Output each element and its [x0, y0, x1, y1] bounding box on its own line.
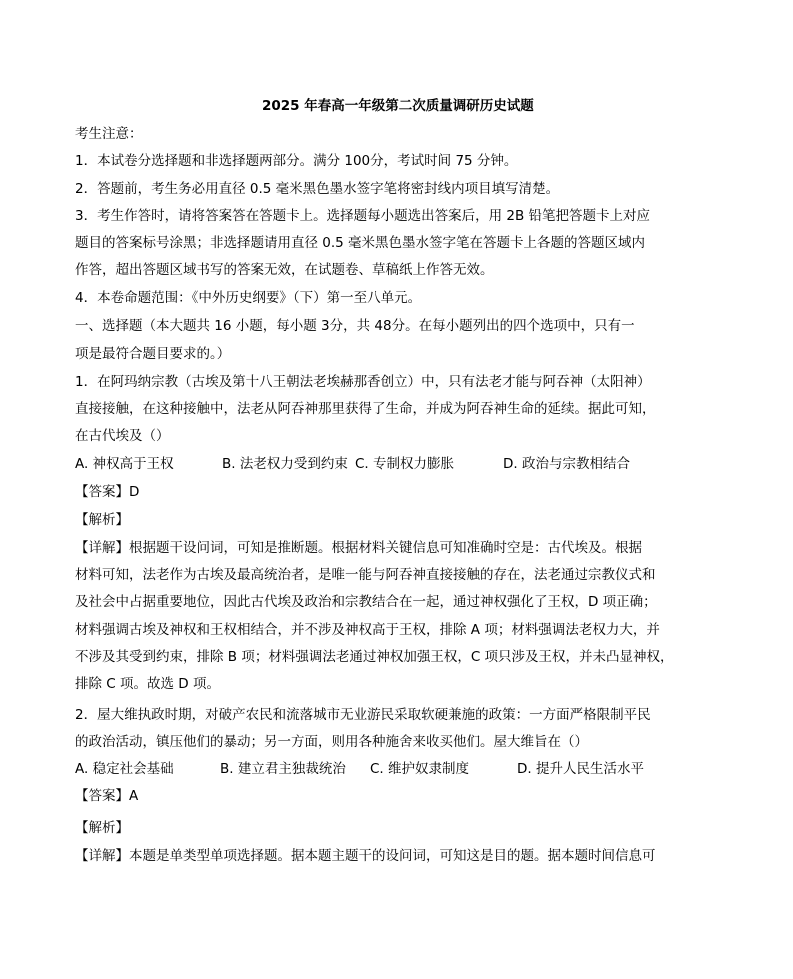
question-2-option-a: A. 稳定社会基础 — [75, 761, 174, 777]
question-1-answer: 【答案】D — [75, 484, 140, 500]
question-1-option-b: B. 法老权力受到约束 — [222, 456, 348, 472]
question-2-analysis-label: 【解析】 — [75, 820, 129, 836]
question-1-stem-line-2: 直接接触，在这种接触中，法老从阿吞神那里获得了生命，并成为阿吞神生命的延续。据此可知， — [75, 401, 656, 417]
question-2-option-c: C. 维护奴隶制度 — [370, 761, 470, 777]
question-1-detail-line-5: 不涉及其受到约束，排除 B 项；材料强调法老通过神权加强王权，C 项只涉及王权，并未凸显神权， — [75, 649, 674, 665]
question-1-detail-line-6: 排除 C 项。故选 D 项。 — [75, 676, 220, 692]
question-1-detail-line-2: 材料可知，法老作为古埃及最高统治者，是唯一能与阿吞神直接接触的存在，法老通过宗教仪式和 — [75, 567, 656, 583]
notice-heading: 考生注意： — [75, 126, 143, 142]
notice-item-4: 4．本卷命题范围：《中外历史纲要》（下）第一至八单元。 — [75, 290, 422, 306]
notice-item-2: 2．答题前，考生务必用直径 0.5 毫米黑色墨水签字笔将密封线内项目填写清楚。 — [75, 181, 560, 197]
question-1-stem-line-1: 1．在阿玛纳宗教（古埃及第十八王朝法老埃赫那香创立）中，只有法老才能与阿吞神（太阳神） — [75, 374, 651, 390]
question-2-stem-line-1: 2．屋大维执政时期，对破产农民和流落城市无业游民采取软硬兼施的政策：一方面严格限制平民 — [75, 707, 651, 723]
question-1-detail-line-1: 【详解】根据题干设问词，可知是推断题。根据材料关键信息可知准确时空是：古代埃及。根据 — [75, 540, 642, 556]
question-2-answer: 【答案】A — [75, 788, 139, 804]
notice-item-1: 1．本试卷分选择题和非选择题两部分。满分 100分，考试时间 75 分钟。 — [75, 153, 518, 169]
question-1-stem-line-3: 在古代埃及（） — [75, 428, 170, 444]
section-1-heading-line-1: 一、选择题（本大题共 16 小题，每小题 3分，共 48分。在每小题列出的四个选项中，只有一 — [75, 318, 635, 334]
question-1-detail-line-4: 材料强调古埃及神权和王权相结合，并不涉及神权高于王权，排除 A 项；材料强调法老权力大，并 — [75, 622, 660, 638]
question-2-option-d: D. 提升人民生活水平 — [517, 761, 644, 777]
question-1-option-a: A. 神权高于王权 — [75, 456, 174, 472]
question-1-option-d: D. 政治与宗教相结合 — [503, 456, 630, 472]
question-2-stem-line-2: 的政治活动，镇压他们的暴动；另一方面，则用各种施舍来收买他们。屋大维旨在（） — [75, 734, 588, 750]
notice-item-3-line-3: 作答，超出答题区域书写的答案无效，在试题卷、草稿纸上作答无效。 — [75, 262, 494, 278]
question-1-detail-line-3: 及社会中占据重要地位，因此古代埃及政治和宗教结合在一起，通过神权强化了王权，D 项正确； — [75, 594, 657, 610]
question-2-option-b: B. 建立君主独裁统治 — [220, 761, 346, 777]
question-1-option-c: C. 专制权力膨胀 — [355, 456, 455, 472]
notice-item-3-line-2: 题目的答案标号涂黑；非选择题请用直径 0.5 毫米黑色墨水签字笔在答题卡上各题的答题区域内 — [75, 235, 646, 251]
notice-item-3-line-1: 3．考生作答时，请将答案答在答题卡上。选择题每小题选出答案后，用 2B 铅笔把答题卡上对应 — [75, 208, 651, 224]
section-1-heading-line-2: 项是最符合题目要求的。） — [75, 346, 231, 362]
question-2-detail-line-1: 【详解】本题是单类型单项选择题。据本题主题干的设问词，可知这是目的题。据本题时间信息可 — [75, 848, 656, 864]
question-1-analysis-label: 【解析】 — [75, 512, 129, 528]
exam-title: 2025 年春高一年级第二次质量调研历史试题 — [262, 98, 534, 114]
